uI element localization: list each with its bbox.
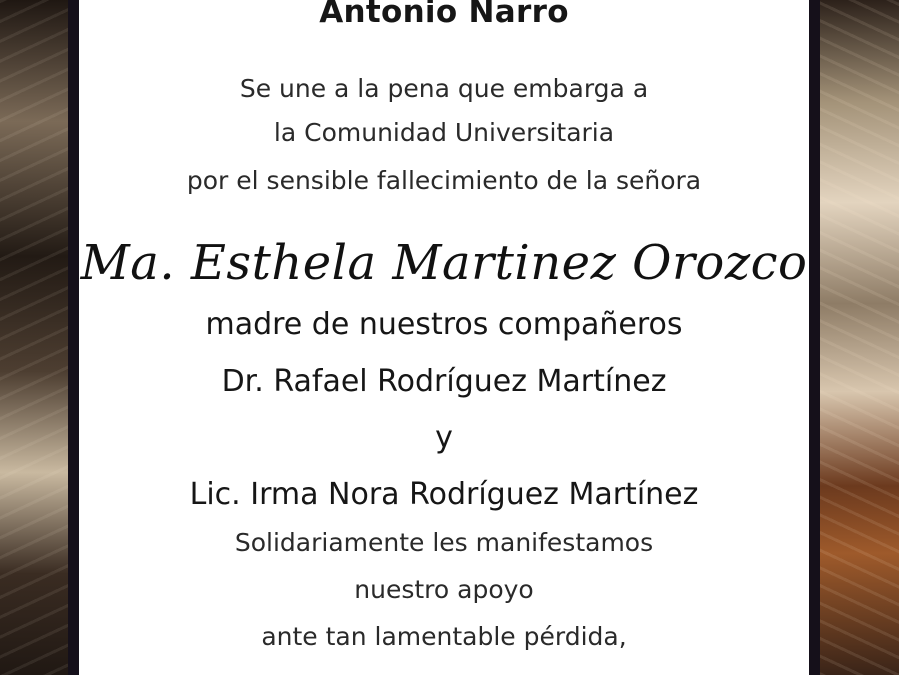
intro-line-3: por el sensible fallecimiento de la señora <box>186 166 702 195</box>
closing-line-3: ante tan lamentable pérdida, <box>261 622 627 651</box>
marble-background-right <box>819 0 899 675</box>
relation-line: madre de nuestros compañeros <box>205 307 683 342</box>
deceased-name: Ma. Esthela Martinez Orozco <box>80 235 808 291</box>
conjunction: y <box>435 420 453 455</box>
organization-name: Antonio Narro <box>319 0 569 30</box>
closing-line-2: nuestro apoyo <box>354 575 534 604</box>
person-1-name: Dr. Rafael Rodríguez Martínez <box>221 364 667 399</box>
closing-line-1: Solidariamente les manifestamos <box>234 528 654 557</box>
person-2-name: Lic. Irma Nora Rodríguez Martínez <box>189 477 699 512</box>
condolence-card <box>68 0 820 675</box>
intro-line-2: la Comunidad Universitaria <box>273 118 615 147</box>
intro-line-1: Se une a la pena que embarga a <box>239 74 649 103</box>
